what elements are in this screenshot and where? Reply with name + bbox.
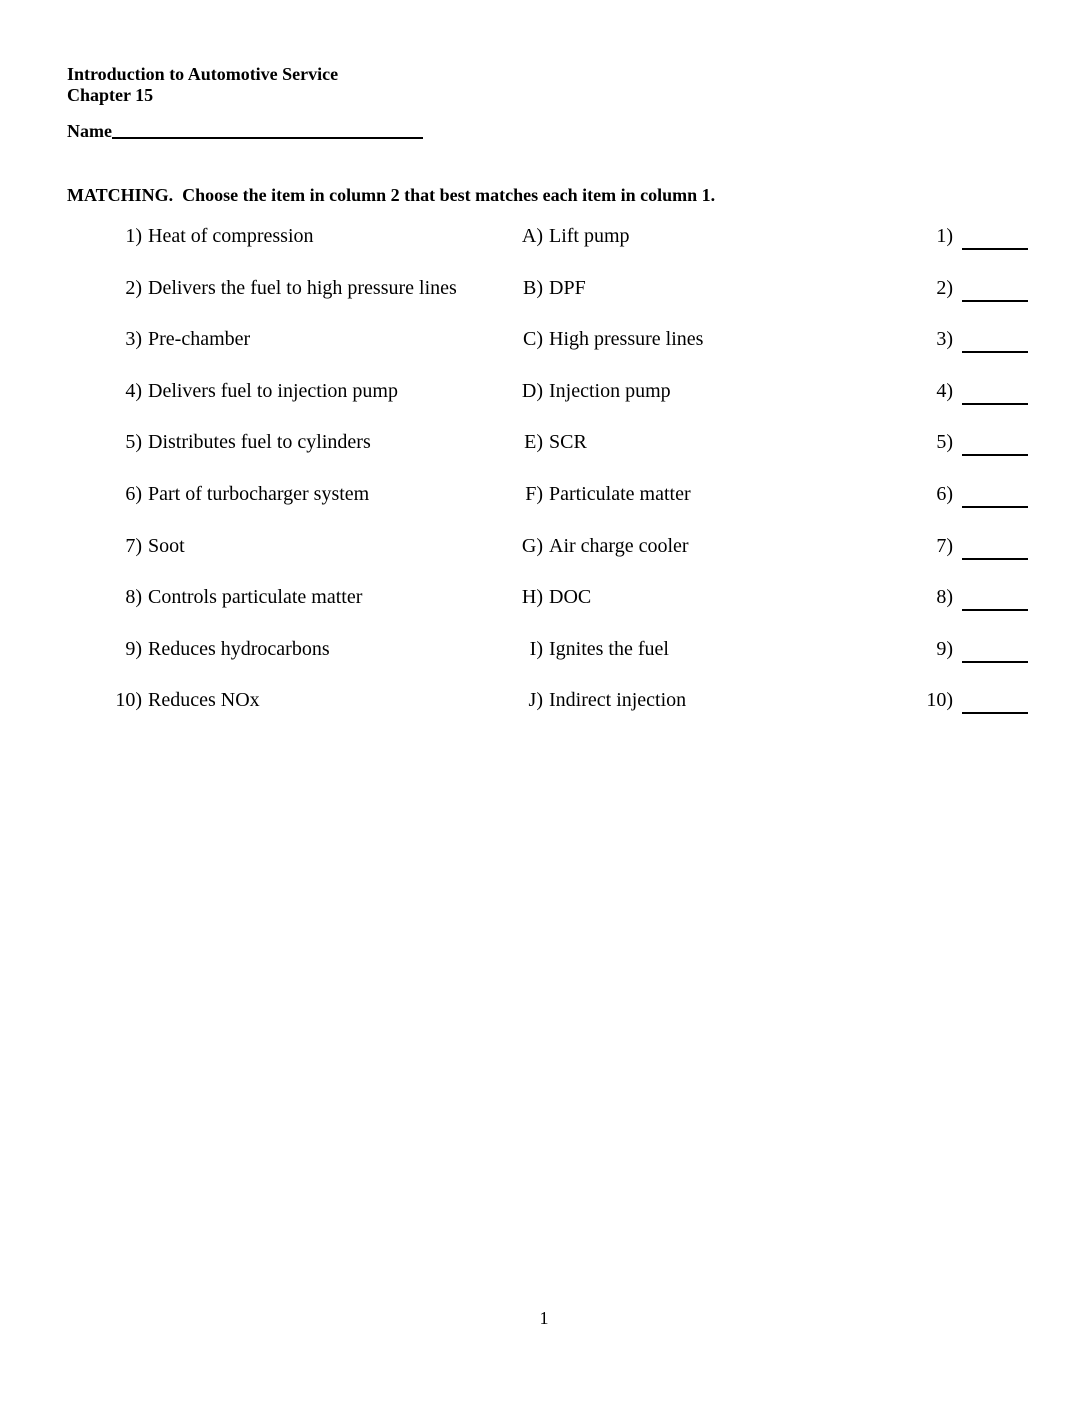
question-number: 8) [125, 586, 142, 609]
question-text: Part of turbocharger system [148, 482, 370, 505]
matching-row [90, 326, 1048, 378]
answer-item [860, 223, 1048, 250]
answer-number: 7) [936, 534, 953, 557]
document-header [67, 64, 338, 106]
question-text: Reduces NOx [148, 689, 260, 712]
option-text: SCR [549, 431, 587, 454]
question-number: 6) [125, 482, 142, 505]
question-item [90, 429, 510, 455]
answer-item [860, 481, 1048, 508]
option-letter: B) [523, 276, 543, 299]
question-item [90, 533, 510, 559]
question-text: Controls particulate matter [148, 586, 363, 609]
question-number: 1) [125, 225, 142, 247]
question-text: Delivers fuel to injection pump [148, 379, 398, 402]
answer-number: 9) [936, 637, 953, 660]
question-item [90, 481, 510, 507]
matching-row [90, 687, 1048, 739]
question-text: Delivers the fuel to high pressure lines [148, 276, 457, 299]
matching-row [90, 223, 1048, 275]
question-number: 5) [125, 431, 142, 454]
answer-item [860, 429, 1048, 456]
option-letter: I) [529, 637, 543, 660]
option-text: DOC [549, 586, 592, 609]
answer-blank[interactable] [962, 429, 1028, 456]
option-item [510, 326, 860, 352]
answer-number: 5) [936, 431, 953, 454]
question-item [90, 223, 510, 249]
answer-number: 2) [936, 276, 953, 299]
name-line[interactable] [112, 123, 423, 139]
answer-item [860, 326, 1048, 353]
option-letter: C) [523, 328, 543, 351]
matching-row [90, 481, 1048, 533]
course-title: Introduction to Automotive Service [67, 64, 339, 84]
option-item [510, 584, 860, 610]
answer-blank[interactable] [962, 326, 1028, 353]
question-item [90, 275, 510, 301]
question-item [90, 378, 510, 404]
answer-item [860, 378, 1048, 405]
option-text: Indirect injection [549, 689, 687, 712]
matching-instructions: MATCHING. Choose the item in column 2 that best matches each item in column 1. [67, 185, 716, 205]
matching-row [90, 378, 1048, 430]
question-item [90, 326, 510, 352]
matching-row [90, 533, 1048, 585]
option-letter: H) [521, 586, 543, 609]
matching-row [90, 429, 1048, 481]
answer-item [860, 275, 1048, 302]
name-label: Name [67, 121, 112, 141]
answer-blank[interactable] [962, 687, 1028, 714]
answer-item [860, 687, 1048, 714]
question-item [90, 584, 510, 610]
chapter-subtitle: Chapter 15 [67, 85, 154, 105]
answer-blank[interactable] [962, 584, 1028, 611]
option-item [510, 275, 860, 301]
answer-item [860, 636, 1048, 663]
matching-row [90, 636, 1048, 688]
answer-number: 6) [936, 482, 953, 505]
option-letter: G) [521, 534, 543, 557]
answer-item [860, 584, 1048, 611]
name-field-row [67, 121, 423, 142]
answer-number: 3) [936, 328, 953, 351]
answer-item [860, 533, 1048, 560]
question-item [90, 636, 510, 662]
option-text: Ignites the fuel [549, 637, 669, 660]
question-number: 4) [125, 379, 142, 402]
option-text: Air charge cooler [549, 534, 689, 557]
option-letter: E) [524, 431, 543, 454]
matching-row [90, 584, 1048, 636]
option-item [510, 378, 860, 404]
answer-blank[interactable] [962, 223, 1028, 250]
option-item [510, 481, 860, 507]
question-text: Soot [148, 534, 185, 557]
matching-row [90, 275, 1048, 327]
answer-blank[interactable] [962, 636, 1028, 663]
option-text: Injection pump [549, 379, 671, 402]
option-item [510, 687, 860, 713]
answer-blank[interactable] [962, 275, 1028, 302]
option-item [510, 429, 860, 455]
option-letter: F) [525, 482, 543, 505]
option-letter: A) [521, 225, 543, 247]
option-text: Particulate matter [549, 482, 691, 505]
answer-number: 4) [936, 379, 953, 402]
question-item [90, 687, 510, 713]
answer-number: 1) [936, 225, 953, 247]
question-text: Heat of compression [148, 225, 314, 247]
question-text: Pre-chamber [148, 328, 251, 351]
answer-blank[interactable] [962, 378, 1028, 405]
option-item [510, 223, 860, 249]
answer-blank[interactable] [962, 481, 1028, 508]
question-number: 9) [125, 637, 142, 660]
option-text: High pressure lines [549, 328, 704, 351]
answer-blank[interactable] [962, 533, 1028, 560]
question-text: Reduces hydrocarbons [148, 637, 330, 660]
option-letter: D) [521, 379, 543, 402]
answer-number: 10) [926, 689, 953, 712]
question-number: 3) [125, 328, 142, 351]
question-number: 10) [115, 689, 142, 712]
answer-number: 8) [936, 586, 953, 609]
option-text: Lift pump [549, 225, 630, 247]
page-number: 1 [539, 1308, 549, 1328]
question-text: Distributes fuel to cylinders [148, 431, 371, 454]
matching-table [90, 223, 1048, 739]
question-number: 7) [125, 534, 142, 557]
option-letter: J) [528, 689, 543, 712]
option-item [510, 533, 860, 559]
option-text: DPF [549, 276, 586, 299]
option-item [510, 636, 860, 662]
question-number: 2) [125, 276, 142, 299]
